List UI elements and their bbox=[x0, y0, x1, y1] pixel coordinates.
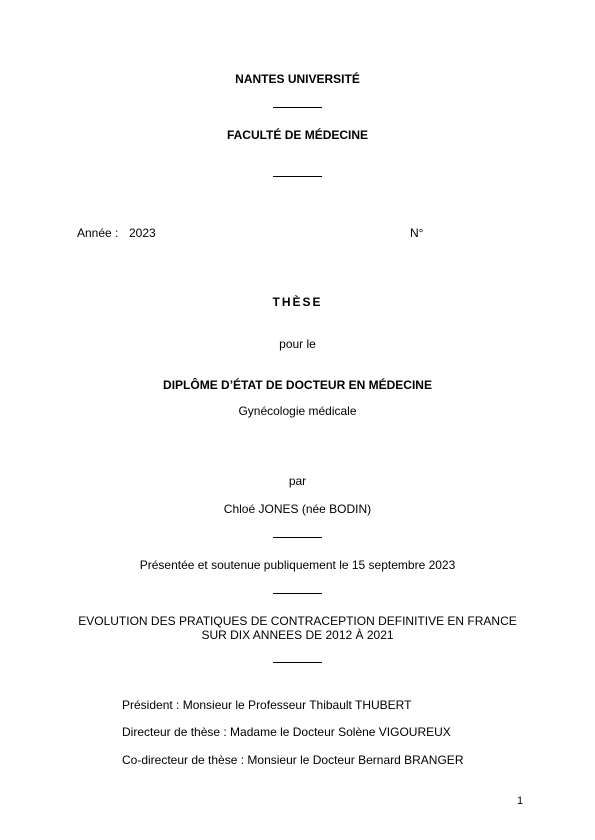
presentation-date: Présentée et soutenue publiquement le 15 septembre 2023 bbox=[139, 558, 456, 572]
jury-president: Président : Monsieur le Professeur Thibault THUBERT bbox=[122, 698, 412, 712]
separator-rule bbox=[273, 176, 322, 177]
thesis-subject-line-2: SUR DIX ANNEES DE 2012 À 2021 bbox=[201, 628, 394, 642]
jury-director: Directeur de thèse : Madame le Docteur Solène VIGOUREUX bbox=[122, 725, 451, 739]
for-label: pour le bbox=[279, 337, 316, 351]
author-name: Chloé JONES (née BODIN) bbox=[223, 502, 372, 516]
by-label: par bbox=[288, 474, 307, 488]
separator-rule bbox=[273, 593, 322, 594]
page-number: 1 bbox=[517, 795, 524, 807]
university-name: NANTES UNIVERSITÉ bbox=[235, 72, 360, 86]
faculty-name: FACULTÉ DE MÉDECINE bbox=[226, 128, 369, 142]
thesis-subject-line-1: EVOLUTION DES PRATIQUES DE CONTRACEPTION DEFINITIVE EN FRANCE bbox=[78, 614, 517, 628]
specialty: Gynécologie médicale bbox=[238, 404, 357, 418]
separator-rule bbox=[273, 662, 322, 663]
separator-rule bbox=[273, 107, 322, 108]
thesis-number-label: N° bbox=[410, 226, 424, 240]
document-type-title: THÈSE bbox=[272, 295, 323, 309]
jury-co-director: Co-directeur de thèse : Monsieur le Docteur Bernard BRANGER bbox=[122, 753, 464, 767]
separator-rule bbox=[273, 537, 322, 538]
year-value: 2023 bbox=[129, 226, 156, 240]
year-label: Année : bbox=[77, 226, 119, 240]
diploma-title: DIPLÔME D’ÉTAT DE DOCTEUR EN MÉDECINE bbox=[163, 378, 432, 392]
